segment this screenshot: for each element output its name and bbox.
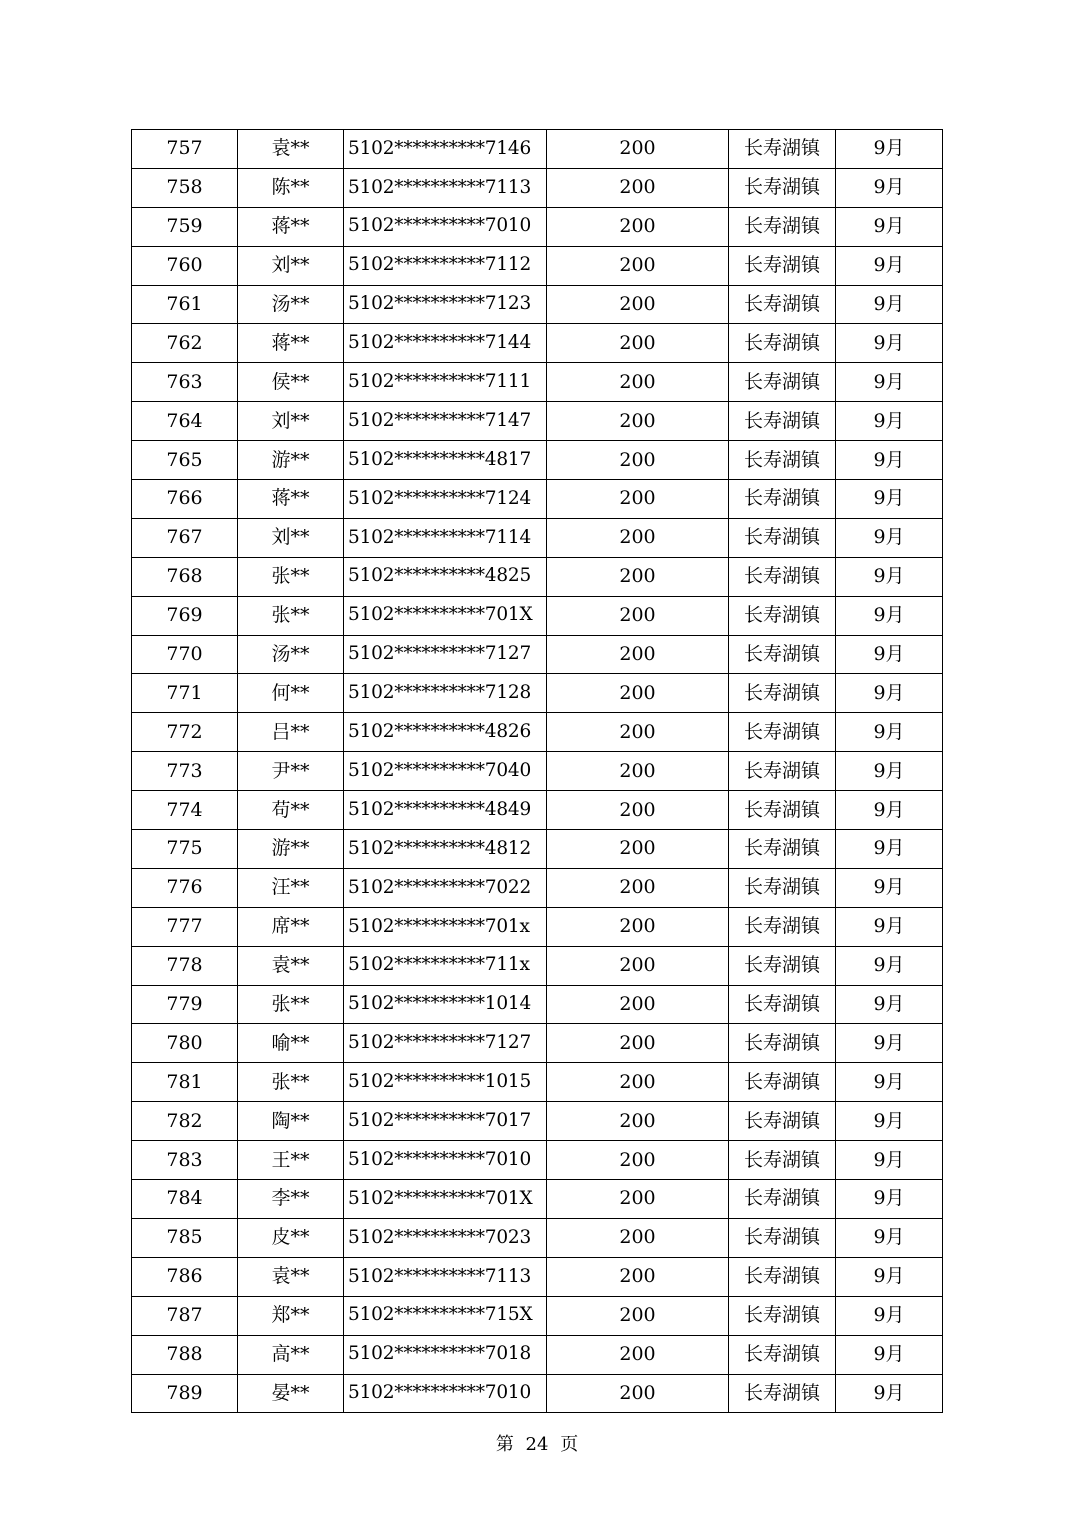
page-number: 24 xyxy=(525,1434,549,1455)
table-row xyxy=(132,596,943,635)
id-number-cell: 5102**********7018 xyxy=(344,1335,547,1374)
id-number-cell: 5102**********7113 xyxy=(344,168,547,207)
town-cell: 长寿湖镇 xyxy=(729,674,836,713)
month-cell: 9月 xyxy=(836,1257,943,1296)
amount-cell: 200 xyxy=(547,1296,729,1335)
month-cell: 9月 xyxy=(836,1218,943,1257)
table-row xyxy=(132,441,943,480)
town-cell: 长寿湖镇 xyxy=(729,596,836,635)
serial-number-cell: 785 xyxy=(132,1218,238,1257)
month-cell: 9月 xyxy=(836,1374,943,1413)
month-cell: 9月 xyxy=(836,402,943,441)
roster-table xyxy=(131,129,943,1413)
table-row xyxy=(132,752,943,791)
serial-number-cell: 776 xyxy=(132,868,238,907)
table-row xyxy=(132,246,943,285)
serial-number-cell: 774 xyxy=(132,791,238,830)
town-cell: 长寿湖镇 xyxy=(729,402,836,441)
month-cell: 9月 xyxy=(836,207,943,246)
roster-table-body xyxy=(132,130,943,1413)
id-number-cell: 5102**********7017 xyxy=(344,1102,547,1141)
town-cell: 长寿湖镇 xyxy=(729,168,836,207)
month-cell: 9月 xyxy=(836,518,943,557)
name-cell: 吕** xyxy=(238,713,344,752)
page-footer-suffix: 页 xyxy=(560,1434,579,1455)
serial-number-cell: 760 xyxy=(132,246,238,285)
table-row xyxy=(132,946,943,985)
id-number-cell: 5102**********701X xyxy=(344,596,547,635)
amount-cell: 200 xyxy=(547,480,729,519)
name-cell: 游** xyxy=(238,830,344,869)
serial-number-cell: 789 xyxy=(132,1374,238,1413)
town-cell: 长寿湖镇 xyxy=(729,635,836,674)
town-cell: 长寿湖镇 xyxy=(729,791,836,830)
amount-cell: 200 xyxy=(547,907,729,946)
name-cell: 李** xyxy=(238,1180,344,1219)
month-cell: 9月 xyxy=(836,830,943,869)
serial-number-cell: 782 xyxy=(132,1102,238,1141)
id-number-cell: 5102**********7127 xyxy=(344,635,547,674)
name-cell: 张** xyxy=(238,985,344,1024)
id-number-cell: 5102**********7023 xyxy=(344,1218,547,1257)
table-row xyxy=(132,518,943,557)
id-number-cell: 5102**********4825 xyxy=(344,557,547,596)
serial-number-cell: 765 xyxy=(132,441,238,480)
id-number-cell: 5102**********7127 xyxy=(344,1024,547,1063)
name-cell: 郑** xyxy=(238,1296,344,1335)
month-cell: 9月 xyxy=(836,1141,943,1180)
town-cell: 长寿湖镇 xyxy=(729,246,836,285)
table-row xyxy=(132,363,943,402)
amount-cell: 200 xyxy=(547,713,729,752)
town-cell: 长寿湖镇 xyxy=(729,1257,836,1296)
month-cell: 9月 xyxy=(836,168,943,207)
table-row xyxy=(132,713,943,752)
amount-cell: 200 xyxy=(547,402,729,441)
month-cell: 9月 xyxy=(836,480,943,519)
name-cell: 蒋** xyxy=(238,324,344,363)
id-number-cell: 5102**********7114 xyxy=(344,518,547,557)
serial-number-cell: 783 xyxy=(132,1141,238,1180)
table-row xyxy=(132,1374,943,1413)
serial-number-cell: 769 xyxy=(132,596,238,635)
amount-cell: 200 xyxy=(547,168,729,207)
name-cell: 汤** xyxy=(238,285,344,324)
table-row xyxy=(132,1024,943,1063)
amount-cell: 200 xyxy=(547,830,729,869)
name-cell: 高** xyxy=(238,1335,344,1374)
serial-number-cell: 784 xyxy=(132,1180,238,1219)
month-cell: 9月 xyxy=(836,1102,943,1141)
serial-number-cell: 788 xyxy=(132,1335,238,1374)
name-cell: 席** xyxy=(238,907,344,946)
town-cell: 长寿湖镇 xyxy=(729,480,836,519)
town-cell: 长寿湖镇 xyxy=(729,518,836,557)
town-cell: 长寿湖镇 xyxy=(729,868,836,907)
table-row xyxy=(132,1063,943,1102)
month-cell: 9月 xyxy=(836,1296,943,1335)
id-number-cell: 5102**********7010 xyxy=(344,207,547,246)
month-cell: 9月 xyxy=(836,713,943,752)
id-number-cell: 5102**********7146 xyxy=(344,130,547,169)
name-cell: 皮** xyxy=(238,1218,344,1257)
town-cell: 长寿湖镇 xyxy=(729,441,836,480)
serial-number-cell: 775 xyxy=(132,830,238,869)
name-cell: 张** xyxy=(238,1063,344,1102)
serial-number-cell: 777 xyxy=(132,907,238,946)
table-row xyxy=(132,1102,943,1141)
month-cell: 9月 xyxy=(836,752,943,791)
serial-number-cell: 772 xyxy=(132,713,238,752)
amount-cell: 200 xyxy=(547,868,729,907)
table-row xyxy=(132,207,943,246)
town-cell: 长寿湖镇 xyxy=(729,207,836,246)
serial-number-cell: 761 xyxy=(132,285,238,324)
month-cell: 9月 xyxy=(836,1024,943,1063)
town-cell: 长寿湖镇 xyxy=(729,713,836,752)
name-cell: 陈** xyxy=(238,168,344,207)
table-row xyxy=(132,1335,943,1374)
name-cell: 陶** xyxy=(238,1102,344,1141)
name-cell: 王** xyxy=(238,1141,344,1180)
id-number-cell: 5102**********7022 xyxy=(344,868,547,907)
amount-cell: 200 xyxy=(547,130,729,169)
amount-cell: 200 xyxy=(547,596,729,635)
name-cell: 张** xyxy=(238,596,344,635)
name-cell: 晏** xyxy=(238,1374,344,1413)
table-row xyxy=(132,1296,943,1335)
month-cell: 9月 xyxy=(836,674,943,713)
town-cell: 长寿湖镇 xyxy=(729,324,836,363)
town-cell: 长寿湖镇 xyxy=(729,985,836,1024)
amount-cell: 200 xyxy=(547,635,729,674)
amount-cell: 200 xyxy=(547,946,729,985)
serial-number-cell: 762 xyxy=(132,324,238,363)
town-cell: 长寿湖镇 xyxy=(729,752,836,791)
month-cell: 9月 xyxy=(836,791,943,830)
town-cell: 长寿湖镇 xyxy=(729,830,836,869)
amount-cell: 200 xyxy=(547,1218,729,1257)
table-row xyxy=(132,1218,943,1257)
amount-cell: 200 xyxy=(547,752,729,791)
name-cell: 蒋** xyxy=(238,207,344,246)
amount-cell: 200 xyxy=(547,1180,729,1219)
name-cell: 汪** xyxy=(238,868,344,907)
id-number-cell: 5102**********7010 xyxy=(344,1374,547,1413)
amount-cell: 200 xyxy=(547,207,729,246)
name-cell: 刘** xyxy=(238,402,344,441)
name-cell: 何** xyxy=(238,674,344,713)
town-cell: 长寿湖镇 xyxy=(729,1141,836,1180)
page-footer-prefix: 第 xyxy=(495,1434,514,1455)
town-cell: 长寿湖镇 xyxy=(729,285,836,324)
amount-cell: 200 xyxy=(547,363,729,402)
table-row xyxy=(132,635,943,674)
month-cell: 9月 xyxy=(836,246,943,285)
amount-cell: 200 xyxy=(547,518,729,557)
table-row xyxy=(132,324,943,363)
table-row xyxy=(132,1141,943,1180)
amount-cell: 200 xyxy=(547,1102,729,1141)
name-cell: 侯** xyxy=(238,363,344,402)
month-cell: 9月 xyxy=(836,324,943,363)
amount-cell: 200 xyxy=(547,1374,729,1413)
id-number-cell: 5102**********4826 xyxy=(344,713,547,752)
id-number-cell: 5102**********7113 xyxy=(344,1257,547,1296)
name-cell: 蒋** xyxy=(238,480,344,519)
name-cell: 袁** xyxy=(238,946,344,985)
serial-number-cell: 757 xyxy=(132,130,238,169)
name-cell: 张** xyxy=(238,557,344,596)
town-cell: 长寿湖镇 xyxy=(729,1102,836,1141)
town-cell: 长寿湖镇 xyxy=(729,1024,836,1063)
serial-number-cell: 767 xyxy=(132,518,238,557)
name-cell: 尹** xyxy=(238,752,344,791)
month-cell: 9月 xyxy=(836,130,943,169)
month-cell: 9月 xyxy=(836,441,943,480)
id-number-cell: 5102**********7147 xyxy=(344,402,547,441)
id-number-cell: 5102**********4849 xyxy=(344,791,547,830)
id-number-cell: 5102**********1015 xyxy=(344,1063,547,1102)
serial-number-cell: 759 xyxy=(132,207,238,246)
month-cell: 9月 xyxy=(836,285,943,324)
amount-cell: 200 xyxy=(547,1335,729,1374)
id-number-cell: 5102**********715X xyxy=(344,1296,547,1335)
table-row xyxy=(132,168,943,207)
town-cell: 长寿湖镇 xyxy=(729,1296,836,1335)
month-cell: 9月 xyxy=(836,1063,943,1102)
amount-cell: 200 xyxy=(547,1257,729,1296)
name-cell: 游** xyxy=(238,441,344,480)
serial-number-cell: 766 xyxy=(132,480,238,519)
amount-cell: 200 xyxy=(547,441,729,480)
serial-number-cell: 758 xyxy=(132,168,238,207)
serial-number-cell: 781 xyxy=(132,1063,238,1102)
table-row xyxy=(132,1257,943,1296)
serial-number-cell: 779 xyxy=(132,985,238,1024)
serial-number-cell: 764 xyxy=(132,402,238,441)
table-row xyxy=(132,557,943,596)
month-cell: 9月 xyxy=(836,1180,943,1219)
table-row xyxy=(132,480,943,519)
serial-number-cell: 768 xyxy=(132,557,238,596)
table-row xyxy=(132,1180,943,1219)
amount-cell: 200 xyxy=(547,324,729,363)
id-number-cell: 5102**********1014 xyxy=(344,985,547,1024)
name-cell: 喻** xyxy=(238,1024,344,1063)
id-number-cell: 5102**********7112 xyxy=(344,246,547,285)
name-cell: 苟** xyxy=(238,791,344,830)
id-number-cell: 5102**********7123 xyxy=(344,285,547,324)
town-cell: 长寿湖镇 xyxy=(729,907,836,946)
id-number-cell: 5102**********701X xyxy=(344,1180,547,1219)
month-cell: 9月 xyxy=(836,363,943,402)
amount-cell: 200 xyxy=(547,1141,729,1180)
town-cell: 长寿湖镇 xyxy=(729,1063,836,1102)
id-number-cell: 5102**********7124 xyxy=(344,480,547,519)
serial-number-cell: 778 xyxy=(132,946,238,985)
id-number-cell: 5102**********711x xyxy=(344,946,547,985)
month-cell: 9月 xyxy=(836,985,943,1024)
table-row xyxy=(132,130,943,169)
serial-number-cell: 773 xyxy=(132,752,238,791)
serial-number-cell: 770 xyxy=(132,635,238,674)
serial-number-cell: 780 xyxy=(132,1024,238,1063)
id-number-cell: 5102**********4812 xyxy=(344,830,547,869)
month-cell: 9月 xyxy=(836,946,943,985)
town-cell: 长寿湖镇 xyxy=(729,557,836,596)
serial-number-cell: 787 xyxy=(132,1296,238,1335)
id-number-cell: 5102**********7144 xyxy=(344,324,547,363)
table-row xyxy=(132,985,943,1024)
amount-cell: 200 xyxy=(547,674,729,713)
page-footer xyxy=(0,1430,1074,1456)
id-number-cell: 5102**********7111 xyxy=(344,363,547,402)
month-cell: 9月 xyxy=(836,907,943,946)
table-row xyxy=(132,830,943,869)
id-number-cell: 5102**********7040 xyxy=(344,752,547,791)
table-row xyxy=(132,791,943,830)
amount-cell: 200 xyxy=(547,1063,729,1102)
id-number-cell: 5102**********701x xyxy=(344,907,547,946)
town-cell: 长寿湖镇 xyxy=(729,130,836,169)
month-cell: 9月 xyxy=(836,557,943,596)
town-cell: 长寿湖镇 xyxy=(729,946,836,985)
month-cell: 9月 xyxy=(836,1335,943,1374)
amount-cell: 200 xyxy=(547,557,729,596)
month-cell: 9月 xyxy=(836,868,943,907)
month-cell: 9月 xyxy=(836,635,943,674)
name-cell: 刘** xyxy=(238,246,344,285)
name-cell: 汤** xyxy=(238,635,344,674)
amount-cell: 200 xyxy=(547,985,729,1024)
amount-cell: 200 xyxy=(547,246,729,285)
town-cell: 长寿湖镇 xyxy=(729,1374,836,1413)
table-row xyxy=(132,674,943,713)
serial-number-cell: 771 xyxy=(132,674,238,713)
month-cell: 9月 xyxy=(836,596,943,635)
table-row xyxy=(132,868,943,907)
id-number-cell: 5102**********7128 xyxy=(344,674,547,713)
amount-cell: 200 xyxy=(547,285,729,324)
town-cell: 长寿湖镇 xyxy=(729,1218,836,1257)
amount-cell: 200 xyxy=(547,1024,729,1063)
amount-cell: 200 xyxy=(547,791,729,830)
town-cell: 长寿湖镇 xyxy=(729,1335,836,1374)
town-cell: 长寿湖镇 xyxy=(729,363,836,402)
town-cell: 长寿湖镇 xyxy=(729,1180,836,1219)
name-cell: 袁** xyxy=(238,130,344,169)
serial-number-cell: 763 xyxy=(132,363,238,402)
table-row xyxy=(132,402,943,441)
table-row xyxy=(132,907,943,946)
serial-number-cell: 786 xyxy=(132,1257,238,1296)
id-number-cell: 5102**********7010 xyxy=(344,1141,547,1180)
id-number-cell: 5102**********4817 xyxy=(344,441,547,480)
table-row xyxy=(132,285,943,324)
name-cell: 袁** xyxy=(238,1257,344,1296)
name-cell: 刘** xyxy=(238,518,344,557)
